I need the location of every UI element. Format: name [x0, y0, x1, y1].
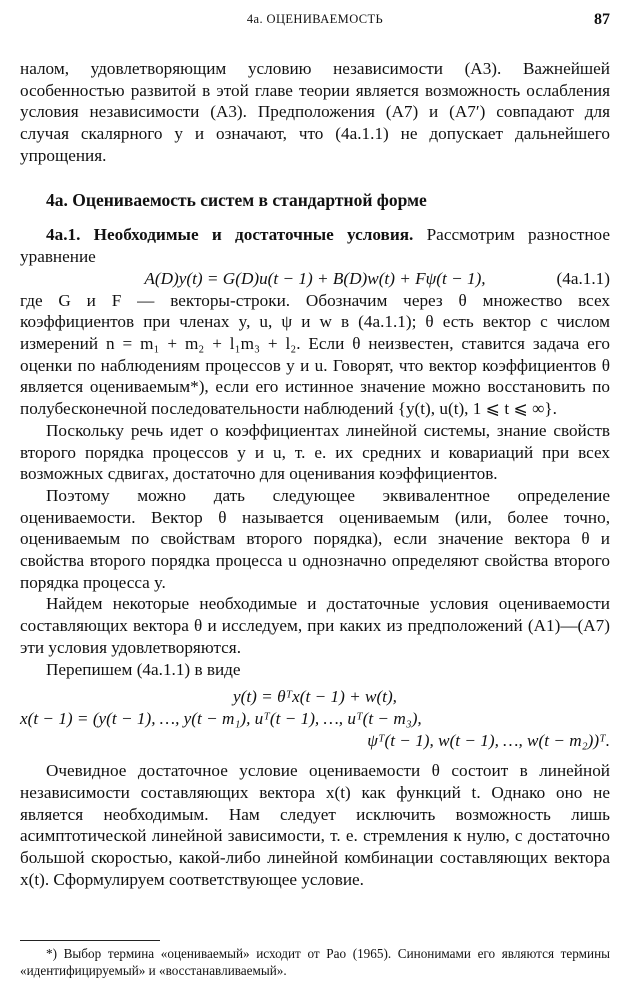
section-title: 4а. Оцениваемость систем в стандартной форме: [46, 189, 427, 210]
equation-line-1: [20, 686, 610, 708]
subsection-paragraph: [20, 224, 610, 267]
paragraph-second-order: Поскольку речь идет о коэффициентах линейной системы, знание свойств второго порядка процессов y и u, т. е. их средних и ковариаций при всех возможных сдвигах, достаточно для оценивания коэффициентов.: [20, 420, 610, 484]
equation-4a-1-1-body: A(D)y(t) = G(D)u(t − 1) + B(D)w(t) + Fψ(t − 1),: [144, 268, 486, 288]
paragraph-equivalent-definition: Поэтому можно дать следующее эквивалентное определение оцениваемости. Вектор θ называется оцениваемым (или, более точно, оцениваемым по свойствам второго порядка), если значение вектора θ и свойства второго порядка процесса u однозначно определяют свойства второго порядка процесса y.: [20, 485, 610, 592]
equation-line-2-text: x(t − 1) = (y(t − 1), …, y(t − m₁), uᵀ(t − 1), …, uᵀ(t − m₃),: [20, 709, 422, 729]
intro-paragraph: налом, удовлетворяющим условию независимости (А3). Важнейшей особенностью развитой в этой главе теории является возможность ослабления условия независимости (А3). Предположения (А7) и (А7′) совпадают для случая скалярного y и означают, что (4а.1.1) не допускает дальнейшего упрощения.: [20, 59, 610, 165]
equation-line-1-text: y(t) = θᵀx(t − 1) + w(t),: [233, 687, 397, 707]
footnote: *) Выбор термина «оцениваемый» исходит от Рао (1965). Синонимами его являются термины «идентифицируемый» и «восстанавливаемый».: [20, 946, 610, 978]
body-text: [20, 58, 610, 891]
paragraph-definitions: где G и F — векторы-строки. Обозначим через θ множество всех коэффициентов при членах y, u, ψ и w в (4а.1.1); θ есть вектор с числом измерений n = m₁ + m₂ + l₁m₃ + l₂. Если θ неизвестен, ставится задача его оценки по наблюдениям процессов y и u. Говорят, что вектор коэффициентов θ является оцениваемым*), если его истинное значение можно восстановить по полубесконечной последовательности наблюдений {y(t), u(t), 1 ⩽ t ⩽ ∞}.: [20, 290, 610, 419]
equation-4a-1-1: [20, 268, 610, 290]
page-header: [20, 12, 610, 32]
page-number: 87: [594, 11, 610, 28]
paragraph-conditions: Найдем некоторые необходимые и достаточные условия оцениваемости составляющих вектора θ и исследуем, при каких из предположений (А1)—(А7) эти условия удовлетворяются.: [20, 594, 610, 657]
equation-line-3-text: ψᵀ(t − 1), w(t − 1), …, w(t − m₂))ᵀ.: [367, 731, 610, 751]
subsection-heading: 4а.1. Необходимые и достаточные условия.: [46, 225, 414, 245]
closing-paragraph: Очевидное достаточное условие оцениваемости θ состоит в линейной независимости составляющих вектора x(t) как функций t. Однако оно не является необходимым. Нам следует исключить возможность лишь асимптотической линейной зависимости, т. е. стремления к нулю, с достаточно большой скоростью, какой-либо линейной комбинации составляющих вектора x(t). Сформулируем соответствующее условие.: [20, 761, 610, 889]
equation-line-3: [20, 730, 610, 752]
subsection-lead: Рассмотрим разностное уравнение: [20, 225, 610, 266]
running-head: 4а. ОЦЕНИВАЕМОСТЬ: [246, 12, 384, 26]
footnote-divider: [20, 940, 160, 941]
equation-label: (4а.1.1): [556, 268, 610, 288]
equation-line-2: [20, 708, 610, 730]
paragraph-rewrite: Перепишем (4а.1.1) в виде: [46, 659, 241, 679]
equation-regression-form: [20, 686, 610, 752]
